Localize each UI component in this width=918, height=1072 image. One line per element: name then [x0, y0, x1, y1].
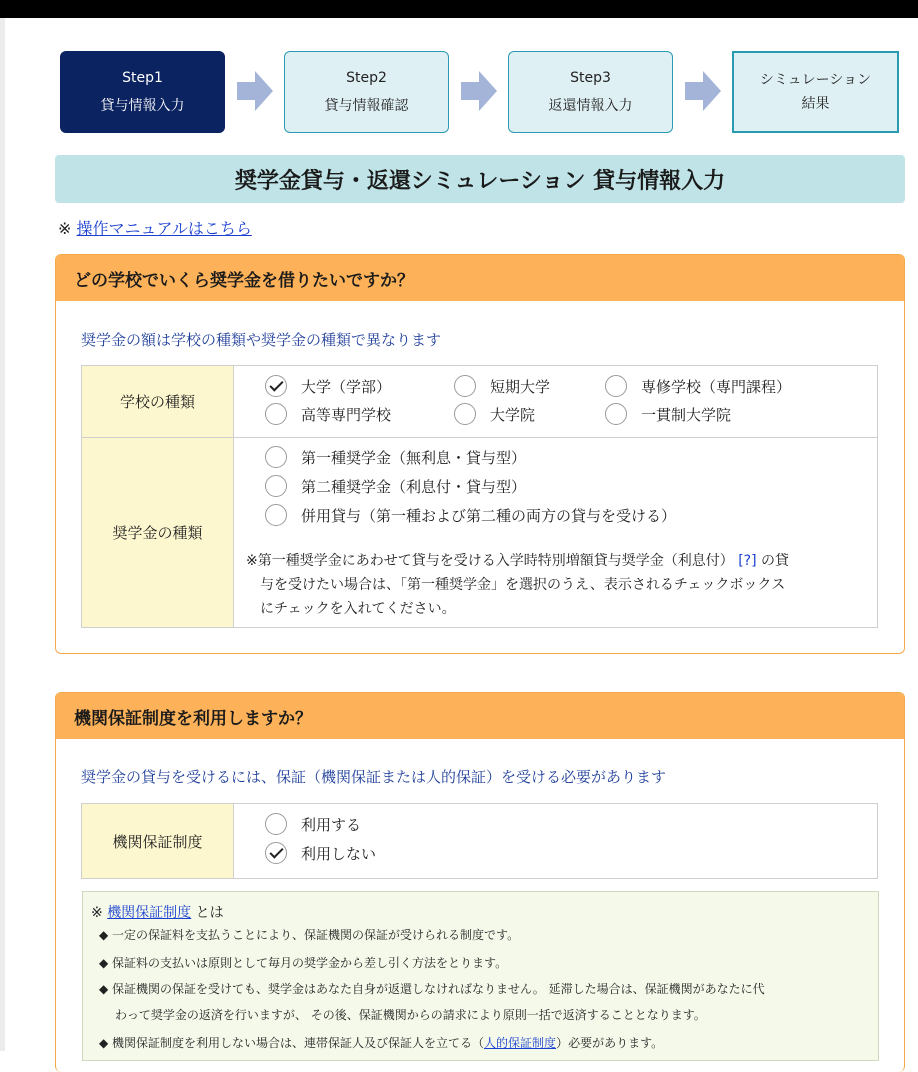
info-bullet-continued: わって奨学金の返済を行いますが、 その後、保証機関からの請求により原則一括で返済することとなります。: [115, 1008, 706, 1022]
school-option-label: 短期大学: [490, 377, 551, 396]
radio-icon[interactable]: [454, 403, 476, 425]
scholarship-option-type2[interactable]: [265, 475, 526, 497]
step-3-title: Step3: [570, 70, 611, 86]
info-bullet: ◆ 一定の保証料を支払うことにより、保証機関の保証が受けられる制度です。: [99, 928, 520, 942]
note-line-2: 与を受けたい場合は、「第一種奨学金」を選択のうえ、表示されるチェックボックス: [260, 577, 786, 593]
scholarship-option-combined[interactable]: [265, 504, 676, 526]
step-result-title: シミュレーション: [759, 72, 872, 88]
step-result: [732, 51, 899, 133]
manual-link-row: [58, 216, 252, 239]
step-result-label: 結果: [801, 96, 830, 112]
note-line-1: ※第一種奨学金にあわせて貸与を受ける入学時特別増額貸与奨学金（利息付）: [246, 553, 734, 569]
school-option-label: 一貫制大学院: [641, 405, 732, 424]
guarantee-option-use[interactable]: [265, 813, 361, 835]
loan-info-heading: どの学校でいくら奨学金を借りたいですか？: [56, 255, 904, 301]
arrow-right-icon: [685, 71, 721, 111]
school-option-vocational[interactable]: [605, 375, 791, 397]
note-line-3: にチェックを入れてください。: [260, 601, 456, 617]
step-3: [508, 51, 673, 133]
personal-guarantee-link[interactable]: 人的保証制度: [484, 1036, 557, 1050]
step-2-title: Step2: [346, 70, 387, 86]
info-title: [91, 902, 224, 922]
info-prefix: ※: [91, 905, 103, 921]
info-bullet-text: ）必要があります。: [556, 1036, 664, 1050]
manual-link[interactable]: 操作マニュアルはこちら: [76, 219, 252, 238]
radio-icon[interactable]: [605, 375, 627, 397]
school-option-graduate[interactable]: [454, 403, 535, 425]
guarantee-form: [81, 803, 878, 879]
loan-info-section: [55, 254, 905, 654]
radio-checked-icon[interactable]: [265, 375, 287, 397]
scholarship-option-label: 第二種奨学金（利息付・貸与型）: [301, 477, 527, 496]
info-suffix: とは: [195, 905, 224, 921]
guarantee-option-not-use[interactable]: [265, 842, 376, 864]
school-option-label: 大学（学部）: [301, 377, 392, 396]
scholarship-type-label: 奨学金の種類: [82, 438, 234, 628]
step-2-label: 貸与情報確認: [324, 98, 409, 114]
arrow-right-icon: [461, 71, 497, 111]
radio-icon[interactable]: [605, 403, 627, 425]
school-option-junior-college[interactable]: [454, 375, 550, 397]
radio-icon[interactable]: [265, 813, 287, 835]
guarantee-info-box: [82, 891, 879, 1061]
guarantee-label: 機関保証制度: [82, 804, 234, 879]
school-option-integrated-graduate[interactable]: [605, 403, 731, 425]
info-bullet: ◆ 保証機関の保証を受けても、奨学金はあなた自身が返還しなければなりません。 延滞した場合は、保証機関があなたに代: [99, 982, 765, 996]
loan-info-subtitle: 奨学金の額は学校の種類や奨学金の種類で異なります: [81, 331, 442, 349]
radio-icon[interactable]: [265, 504, 287, 526]
guarantee-subtitle: 奨学金の貸与を受けるには、保証（機関保証または人的保証）を受ける必要があります: [81, 768, 667, 786]
left-edge: [0, 18, 5, 1051]
arrow-right-icon: [237, 71, 273, 111]
step-2: [284, 51, 449, 133]
school-option-label: 高等専門学校: [301, 405, 392, 424]
school-option-label: 専修学校（専門課程）: [641, 377, 792, 396]
step-1-label: 貸与情報入力: [100, 98, 185, 114]
school-type-label: 学校の種類: [82, 366, 234, 438]
school-option-label: 大学院: [490, 405, 536, 424]
step-1-title: Step1: [122, 70, 163, 86]
guarantee-heading: 機関保証制度を利用しますか？: [56, 693, 904, 739]
guarantee-option-label: 利用しない: [301, 844, 377, 863]
info-bullet: ◆ 保証料の支払いは原則として毎月の奨学金から差し引く方法をとります。: [99, 956, 508, 970]
school-option-university[interactable]: [265, 375, 391, 397]
info-bullet-last: [99, 1030, 663, 1056]
window-top-bar: [0, 0, 918, 18]
scholarship-option-label: 第一種奨学金（無利息・貸与型）: [301, 448, 527, 467]
step-3-label: 返還情報入力: [548, 98, 633, 114]
radio-checked-icon[interactable]: [265, 842, 287, 864]
page-title: 奨学金貸与・返還シミュレーション 貸与情報入力: [55, 155, 905, 203]
note-line-1-end: の貸: [761, 553, 789, 569]
scholarship-option-label: 併用貸与（第一種および第二種の両方の貸与を受ける）: [301, 506, 677, 525]
radio-icon[interactable]: [265, 475, 287, 497]
manual-prefix: ※: [58, 219, 72, 238]
guarantee-option-label: 利用する: [301, 815, 362, 834]
scholarship-note: [246, 549, 866, 621]
radio-icon[interactable]: [454, 375, 476, 397]
help-link[interactable]: [?]: [738, 553, 757, 569]
radio-icon[interactable]: [265, 403, 287, 425]
guarantee-system-link[interactable]: 機関保証制度: [107, 905, 192, 921]
info-bullet-text: ◆ 機関保証制度を利用しない場合は、連帯保証人及び保証人を立てる（: [99, 1036, 485, 1050]
step-1: [60, 51, 225, 133]
radio-icon[interactable]: [265, 446, 287, 468]
scholarship-option-type1[interactable]: [265, 446, 526, 468]
school-option-technical-college[interactable]: [265, 403, 391, 425]
